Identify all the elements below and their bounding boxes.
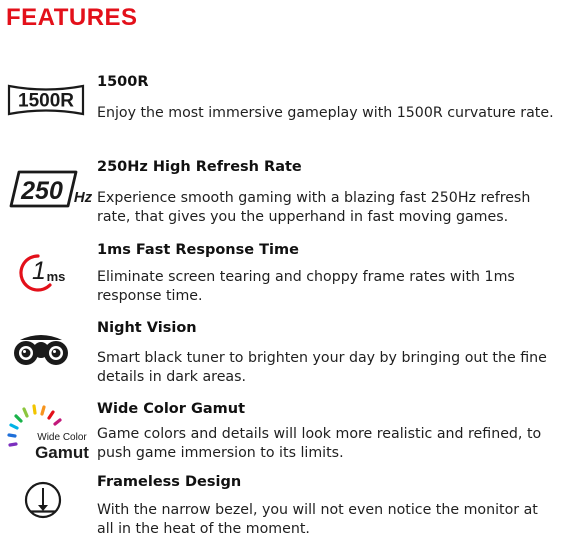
feature-description: Smart black tuner to brighten your day by bringing out the fine details in dark areas. bbox=[97, 350, 547, 385]
feature-title: Frameless Design bbox=[97, 474, 242, 490]
icon-label-hz: Hz bbox=[73, 189, 92, 206]
icon-label-1500r: 1500R bbox=[18, 90, 74, 112]
icon-label-250: 250 bbox=[21, 177, 63, 205]
feature-description: With the narrow bezel, you will not even notice the monitor at all in the heat of the moment. bbox=[97, 502, 538, 537]
frameless-design-icon bbox=[6, 480, 92, 526]
icon-label-wide-color: Wide Color bbox=[37, 432, 87, 443]
feature-description: Experience smooth gaming with a blazing fast 250Hz refresh rate, that gives you the upperhand in fast moving games. bbox=[97, 190, 531, 225]
icon-label-1: 1 bbox=[32, 257, 46, 285]
icon-label-gamut: Gamut bbox=[35, 443, 89, 462]
page-title: FEATURES bbox=[6, 4, 138, 31]
wide-color-gamut-icon bbox=[6, 401, 92, 467]
feature-title: Night Vision bbox=[97, 320, 197, 336]
feature-title: 1ms Fast Response Time bbox=[97, 242, 299, 258]
feature-title: 250Hz High Refresh Rate bbox=[97, 159, 302, 175]
feature-description: Eliminate screen tearing and choppy frame rates with 1ms response time. bbox=[97, 269, 515, 304]
icon-label-ms: ms bbox=[46, 269, 66, 284]
feature-description: Game colors and details will look more realistic and refined, to push game immersion to its limits. bbox=[97, 426, 542, 461]
night-vision-icon bbox=[6, 328, 92, 374]
curvature-1500r-icon bbox=[6, 83, 92, 121]
feature-title: Wide Color Gamut bbox=[97, 401, 246, 417]
feature-description: Enjoy the most immersive gameplay with 1500R curvature rate. bbox=[97, 105, 554, 121]
response-1ms-icon bbox=[6, 250, 92, 296]
feature-title: 1500R bbox=[97, 74, 149, 90]
refresh-250hz-icon bbox=[6, 169, 92, 213]
